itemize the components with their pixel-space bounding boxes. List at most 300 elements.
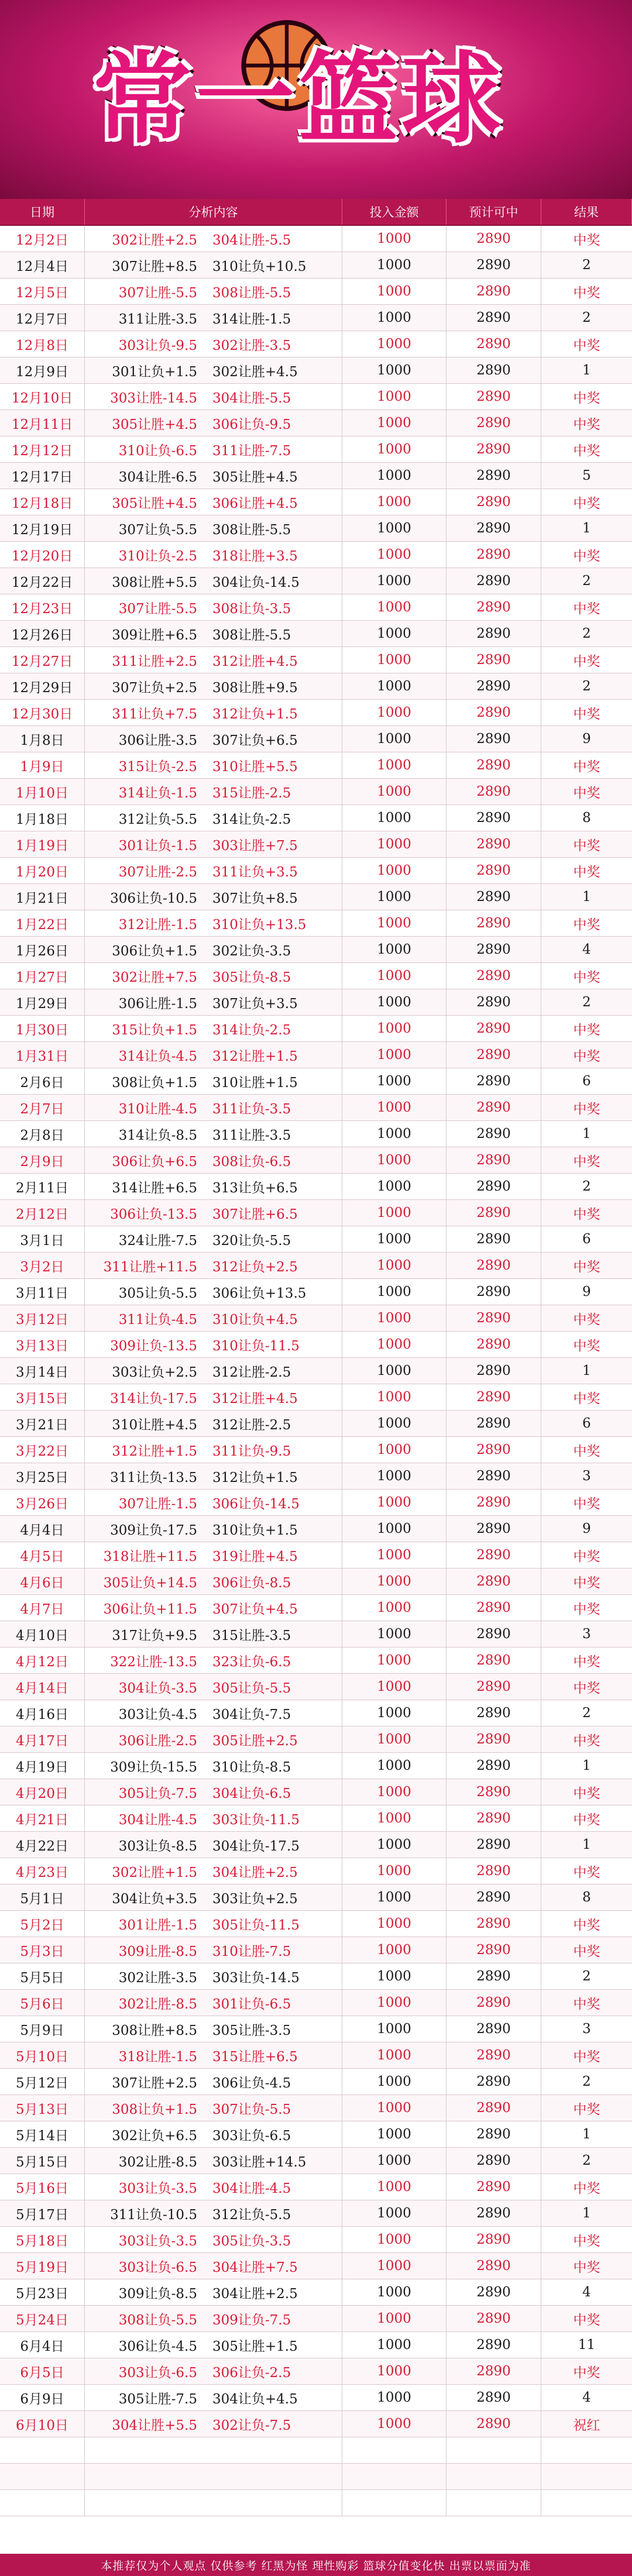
cell-result: 中奖 (573, 1022, 600, 1038)
cell-analysis (85, 1937, 342, 1963)
cell-date: 1月20日 (0, 858, 85, 883)
pick-a: 303让负-6.5 (118, 2365, 197, 2381)
cell-result: 4 (582, 2285, 591, 2300)
cell-expected: 2890 (446, 647, 541, 673)
pick-b: 310让负+1.5 (212, 1522, 298, 1538)
cell-date: 5月5日 (0, 1963, 85, 1989)
cell-analysis (85, 2437, 342, 2463)
cell-result: 中奖 (573, 1338, 600, 1354)
pick-a: 306让负+6.5 (112, 1154, 197, 1170)
table-row (0, 1516, 632, 1542)
pick-b: 305让负-8.5 (212, 969, 291, 985)
cell-analysis (85, 1858, 342, 1884)
cell-date: 5月2日 (0, 1911, 85, 1937)
cell-analysis (85, 331, 342, 357)
cell-invest: 1000 (342, 384, 446, 410)
cell-result: 中奖 (573, 654, 600, 669)
cell-date: 4月22日 (0, 1832, 85, 1858)
pick-b: 303让负-11.5 (212, 1812, 300, 1828)
cell-date: 12月22日 (0, 568, 85, 594)
cell-analysis (85, 1279, 342, 1305)
cell-invest: 1000 (342, 252, 446, 278)
cell-invest: 1000 (342, 1542, 446, 1568)
pick-b: 306让负+13.5 (212, 1285, 307, 1301)
cell-invest: 1000 (342, 1279, 446, 1305)
pick-b: 306让胜+4.5 (212, 496, 298, 511)
pick-a: 303让负-4.5 (118, 1707, 197, 1722)
cell-date: 12月23日 (0, 594, 85, 620)
pick-a: 304让胜-6.5 (118, 469, 197, 485)
cell-expected (446, 2437, 541, 2463)
pick-a: 309让负-15.5 (110, 1759, 197, 1775)
cell-analysis (85, 700, 342, 725)
cell-expected: 2890 (446, 2016, 541, 2042)
pick-a: 301让负+1.5 (112, 364, 197, 380)
cell-analysis (85, 594, 342, 620)
cell-expected: 2890 (446, 831, 541, 857)
cell-analysis (85, 252, 342, 278)
table-row (0, 331, 632, 357)
table-row (0, 1358, 632, 1384)
cell-date: 12月8日 (0, 331, 85, 357)
cell-expected: 2890 (446, 621, 541, 646)
cell-date: 5月16日 (0, 2174, 85, 2200)
table-row (0, 647, 632, 673)
pick-b: 310让负-11.5 (212, 1338, 300, 1354)
cell-invest: 1000 (342, 1384, 446, 1410)
cell-expected: 2890 (446, 594, 541, 620)
table-row (0, 568, 632, 594)
cell-result: 中奖 (573, 1733, 600, 1749)
cell-result: 1 (582, 521, 591, 536)
table-row (0, 1279, 632, 1305)
cell-analysis (85, 2148, 342, 2173)
table-row (0, 252, 632, 278)
cell-invest: 1000 (342, 752, 446, 778)
cell-analysis (85, 1200, 342, 1226)
cell-result: 2 (582, 679, 591, 694)
cell-analysis (85, 2016, 342, 2042)
cell-invest: 1000 (342, 2042, 446, 2068)
cell-expected: 2890 (446, 1253, 541, 1278)
cell-result: 4 (582, 2390, 591, 2405)
header-result: 结果 (541, 199, 632, 225)
cell-date: 12月12日 (0, 436, 85, 462)
pick-b: 306让负-8.5 (212, 1575, 291, 1591)
cell-analysis (85, 1358, 342, 1384)
cell-analysis (85, 515, 342, 541)
cell-result: 3 (582, 1468, 591, 1484)
cell-date: 3月22日 (0, 1437, 85, 1463)
cell-date: 12月19日 (0, 515, 85, 541)
cell-result: 1 (582, 2127, 591, 2142)
cell-analysis (85, 1147, 342, 1173)
table-row (0, 1595, 632, 1621)
cell-date: 5月3日 (0, 1937, 85, 1963)
pick-a: 307让负+2.5 (112, 680, 197, 696)
cell-result: 中奖 (573, 2233, 600, 2249)
cell-invest: 1000 (342, 1068, 446, 1094)
cell-analysis (85, 2253, 342, 2279)
cell-result: 中奖 (573, 2259, 600, 2275)
cell-invest: 1000 (342, 1516, 446, 1542)
cell-result: 中奖 (573, 2049, 600, 2065)
cell-expected: 2890 (446, 2358, 541, 2384)
pick-a: 308让负-5.5 (118, 2312, 197, 2328)
cell-analysis (85, 1542, 342, 1568)
cell-date (0, 2464, 85, 2489)
cell-date: 4月19日 (0, 1753, 85, 1779)
pick-a: 309让负-8.5 (118, 2286, 197, 2302)
cell-analysis (85, 1963, 342, 1989)
cell-analysis (85, 2227, 342, 2252)
pick-b: 304让胜+2.5 (212, 1865, 298, 1880)
pick-a: 305让负+14.5 (103, 1575, 197, 1591)
cell-date: 4月23日 (0, 1858, 85, 1884)
cell-result: 9 (582, 1521, 591, 1536)
cell-date: 3月1日 (0, 1226, 85, 1252)
cell-expected: 2890 (446, 1121, 541, 1147)
cell-date: 1月30日 (0, 1016, 85, 1041)
pick-b: 311让负-9.5 (212, 1443, 291, 1459)
cell-analysis (85, 463, 342, 489)
cell-expected: 2890 (446, 357, 541, 383)
table-row (0, 1174, 632, 1200)
pick-b: 318让胜+3.5 (212, 548, 298, 564)
table-row (0, 1305, 632, 1332)
cell-result: 中奖 (573, 1391, 600, 1406)
cell-analysis (85, 2358, 342, 2384)
pick-a: 317让负+9.5 (112, 1628, 197, 1643)
cell-date: 3月13日 (0, 1332, 85, 1357)
cell-result: 中奖 (573, 1443, 600, 1459)
cell-invest: 1000 (342, 805, 446, 831)
cell-invest: 1000 (342, 1253, 446, 1278)
pick-b: 312让胜+4.5 (212, 1391, 298, 1406)
cell-invest: 1000 (342, 1911, 446, 1937)
cell-expected: 2890 (446, 331, 541, 357)
cell-expected: 2890 (446, 489, 541, 515)
cell-invest: 1000 (342, 2306, 446, 2331)
cell-date: 1月8日 (0, 726, 85, 752)
cell-analysis (85, 2200, 342, 2226)
table-row (0, 2253, 632, 2279)
cell-result: 中奖 (573, 548, 600, 564)
cell-result: 6 (582, 1416, 591, 1431)
cell-result: 中奖 (573, 1654, 600, 1670)
cell-date: 3月15日 (0, 1384, 85, 1410)
pick-b: 305让负-11.5 (212, 1917, 300, 1933)
cell-analysis (85, 1805, 342, 1831)
pick-b: 307让负+3.5 (212, 996, 298, 1012)
cell-analysis (85, 1253, 342, 1278)
cell-result: 中奖 (573, 1312, 600, 1327)
cell-analysis (85, 1095, 342, 1120)
cell-analysis (85, 1016, 342, 1041)
pick-a: 302让胜-8.5 (118, 1996, 197, 2012)
cell-analysis (85, 963, 342, 989)
pick-b: 302让胜+4.5 (212, 364, 298, 380)
cell-expected: 2890 (446, 1384, 541, 1410)
cell-invest (342, 2490, 446, 2516)
cell-date: 5月9日 (0, 2016, 85, 2042)
pick-a: 306让胜-2.5 (118, 1733, 197, 1749)
pick-a: 305让负-5.5 (118, 1285, 197, 1301)
cell-date: 4月6日 (0, 1569, 85, 1594)
cell-analysis (85, 2490, 342, 2516)
cell-date: 5月6日 (0, 1990, 85, 2016)
cell-result: 4 (582, 942, 591, 957)
cell-analysis (85, 1463, 342, 1489)
pick-a: 306让负-13.5 (110, 1206, 197, 1222)
cell-result: 中奖 (573, 496, 600, 511)
pick-a: 309让负-17.5 (110, 1522, 197, 1538)
pick-a: 312让负-5.5 (118, 811, 197, 827)
cell-date (0, 2490, 85, 2516)
cell-date: 12月30日 (0, 700, 85, 725)
cell-analysis (85, 2069, 342, 2094)
pick-a: 307让胜-2.5 (118, 864, 197, 880)
cell-expected: 2890 (446, 805, 541, 831)
pick-b: 303让负+2.5 (212, 1891, 298, 1907)
cell-expected: 2890 (446, 1753, 541, 1779)
cell-date: 3月12日 (0, 1305, 85, 1331)
cell-date: 12月5日 (0, 278, 85, 304)
cell-expected: 2890 (446, 1805, 541, 1831)
table-row (0, 463, 632, 489)
table-row (0, 1621, 632, 1648)
cell-expected: 2890 (446, 1937, 541, 1963)
cell-result: 中奖 (573, 864, 600, 880)
cell-result: 中奖 (573, 1680, 600, 1696)
cell-result: 2 (582, 257, 591, 273)
cell-analysis (85, 1490, 342, 1515)
pick-b: 308让负-6.5 (212, 1154, 291, 1170)
cell-invest: 1000 (342, 2385, 446, 2410)
pick-b: 307让胜+6.5 (212, 1206, 298, 1222)
table-row (0, 621, 632, 647)
pick-a: 305让胜+4.5 (112, 417, 197, 432)
cell-analysis (85, 1042, 342, 1068)
cell-invest (342, 2437, 446, 2463)
pick-b: 312让负+1.5 (212, 1470, 298, 1485)
pick-b: 310让胜+5.5 (212, 759, 298, 775)
cell-expected: 2890 (446, 937, 541, 962)
pick-b: 310让负+10.5 (212, 259, 307, 274)
pick-a: 303让负-8.5 (118, 1838, 197, 1854)
pick-b: 303让胜+14.5 (212, 2154, 307, 2170)
cell-analysis (85, 2411, 342, 2437)
cell-date: 4月10日 (0, 1621, 85, 1647)
pick-b: 305让胜+1.5 (212, 2338, 298, 2354)
cell-analysis (85, 226, 342, 252)
cell-expected: 2890 (446, 2306, 541, 2331)
cell-invest: 1000 (342, 673, 446, 699)
pick-b: 315让胜+6.5 (212, 2049, 298, 2065)
cell-invest: 1000 (342, 1016, 446, 1041)
pick-a: 311让负-4.5 (118, 1312, 197, 1327)
cell-result: 中奖 (573, 1206, 600, 1222)
cell-invest: 1000 (342, 2279, 446, 2305)
cell-analysis (85, 1884, 342, 1910)
cell-invest: 1000 (342, 1463, 446, 1489)
pick-a: 302让胜+7.5 (112, 969, 197, 985)
cell-expected: 2890 (446, 1411, 541, 1436)
cell-analysis (85, 2174, 342, 2200)
cell-result: 中奖 (573, 2102, 600, 2117)
pick-b: 319让胜+4.5 (212, 1549, 298, 1564)
cell-invest (342, 2464, 446, 2489)
cell-expected: 2890 (446, 673, 541, 699)
cell-date: 4月17日 (0, 1726, 85, 1752)
cell-date: 2月8日 (0, 1121, 85, 1147)
cell-invest: 1000 (342, 1490, 446, 1515)
cell-analysis (85, 1832, 342, 1858)
cell-expected: 2890 (446, 1016, 541, 1041)
cell-invest: 1000 (342, 1832, 446, 1858)
cell-invest: 1000 (342, 542, 446, 568)
cell-analysis (85, 805, 342, 831)
cell-result: 中奖 (573, 1549, 600, 1564)
cell-result: 1 (582, 2206, 591, 2221)
cell-expected: 2890 (446, 515, 541, 541)
cell-analysis (85, 2306, 342, 2331)
table-row (0, 1569, 632, 1595)
cell-expected: 2890 (446, 2121, 541, 2147)
cell-date: 1月22日 (0, 910, 85, 936)
cell-expected: 2890 (446, 2200, 541, 2226)
cell-analysis (85, 2095, 342, 2121)
cell-result: 2 (582, 1969, 591, 1984)
cell-analysis (85, 858, 342, 883)
pick-b: 308让负-3.5 (212, 601, 291, 617)
cell-analysis (85, 1674, 342, 1700)
table-row (0, 2490, 632, 2516)
table-row (0, 2174, 632, 2200)
cell-date: 12月18日 (0, 489, 85, 515)
pick-a: 312让胜+1.5 (112, 1443, 197, 1459)
pick-b: 311让负+3.5 (212, 864, 298, 880)
cell-analysis (85, 647, 342, 673)
cell-result: 中奖 (573, 1786, 600, 1801)
cell-date: 12月27日 (0, 647, 85, 673)
cell-invest: 1000 (342, 779, 446, 804)
cell-date: 12月9日 (0, 357, 85, 383)
cell-invest: 1000 (342, 1200, 446, 1226)
cell-result: 1 (582, 1758, 591, 1773)
pick-a: 309让负-13.5 (110, 1338, 197, 1354)
cell-date: 1月29日 (0, 989, 85, 1015)
cell-result: 5 (582, 468, 591, 483)
cell-result: 中奖 (573, 1917, 600, 1933)
cell-analysis (85, 2385, 342, 2410)
table-row (0, 2332, 632, 2358)
cell-expected: 2890 (446, 1779, 541, 1805)
pick-b: 305让胜+4.5 (212, 469, 298, 485)
cell-result: 中奖 (573, 1101, 600, 1117)
pick-a: 311让胜+2.5 (112, 654, 197, 669)
cell-expected: 2890 (446, 1621, 541, 1647)
table-row (0, 1726, 632, 1753)
cell-date: 4月5日 (0, 1542, 85, 1568)
cell-date: 12月7日 (0, 305, 85, 331)
cell-date: 5月1日 (0, 1884, 85, 1910)
cell-analysis (85, 2464, 342, 2489)
pick-b: 305让胜-3.5 (212, 2023, 291, 2038)
cell-analysis (85, 2121, 342, 2147)
cell-invest: 1000 (342, 2148, 446, 2173)
pick-a: 306让胜-1.5 (118, 996, 197, 1012)
cell-analysis (85, 752, 342, 778)
cell-expected: 2890 (446, 2227, 541, 2252)
cell-result: 9 (582, 1284, 591, 1299)
results-table (0, 199, 632, 2516)
cell-invest: 1000 (342, 1332, 446, 1357)
cell-expected: 2890 (446, 963, 541, 989)
table-row (0, 1226, 632, 1253)
pick-a: 307让负-5.5 (118, 522, 197, 538)
cell-date: 4月7日 (0, 1595, 85, 1621)
header-banner (0, 0, 632, 199)
cell-expected: 2890 (446, 305, 541, 331)
cell-expected: 2890 (446, 1305, 541, 1331)
pick-a: 302让负+6.5 (112, 2128, 197, 2144)
cell-result: 中奖 (573, 338, 600, 353)
cell-invest: 1000 (342, 2332, 446, 2358)
cell-result: 中奖 (573, 1048, 600, 1064)
cell-date: 2月9日 (0, 1147, 85, 1173)
cell-result: 11 (578, 2337, 596, 2353)
cell-analysis (85, 831, 342, 857)
header-expected: 预计可中 (446, 199, 541, 225)
table-row (0, 726, 632, 752)
pick-b: 302让胜-3.5 (212, 338, 291, 353)
table-row (0, 2148, 632, 2174)
cell-invest: 1000 (342, 1358, 446, 1384)
cell-invest: 1000 (342, 331, 446, 357)
cell-result: 1 (582, 1126, 591, 1141)
cell-expected: 2890 (446, 1832, 541, 1858)
table-row (0, 2358, 632, 2385)
cell-invest: 1000 (342, 594, 446, 620)
pick-b: 305让负-5.5 (212, 1680, 291, 1696)
cell-analysis (85, 436, 342, 462)
cell-analysis (85, 1174, 342, 1199)
cell-date: 12月26日 (0, 621, 85, 646)
cell-date: 4月16日 (0, 1700, 85, 1726)
cell-invest: 1000 (342, 1937, 446, 1963)
table-row (0, 1884, 632, 1911)
pick-a: 303让胜-14.5 (110, 390, 197, 406)
table-row (0, 1832, 632, 1858)
cell-date: 3月2日 (0, 1253, 85, 1278)
table-row (0, 2437, 632, 2464)
pick-b: 312让负-5.5 (212, 2207, 291, 2223)
table-row (0, 779, 632, 805)
pick-a: 311让负-10.5 (110, 2207, 197, 2223)
cell-invest: 1000 (342, 1595, 446, 1621)
cell-invest: 1000 (342, 1884, 446, 1910)
cell-date (0, 2437, 85, 2463)
pick-b: 307让负-5.5 (212, 2102, 291, 2117)
pick-a: 306让负+1.5 (112, 943, 197, 959)
pick-b: 315让胜-3.5 (212, 1628, 291, 1643)
table-row (0, 542, 632, 568)
cell-date: 12月10日 (0, 384, 85, 410)
cell-result: 中奖 (573, 917, 600, 933)
cell-invest: 1000 (342, 647, 446, 673)
cell-date: 12月4日 (0, 252, 85, 278)
